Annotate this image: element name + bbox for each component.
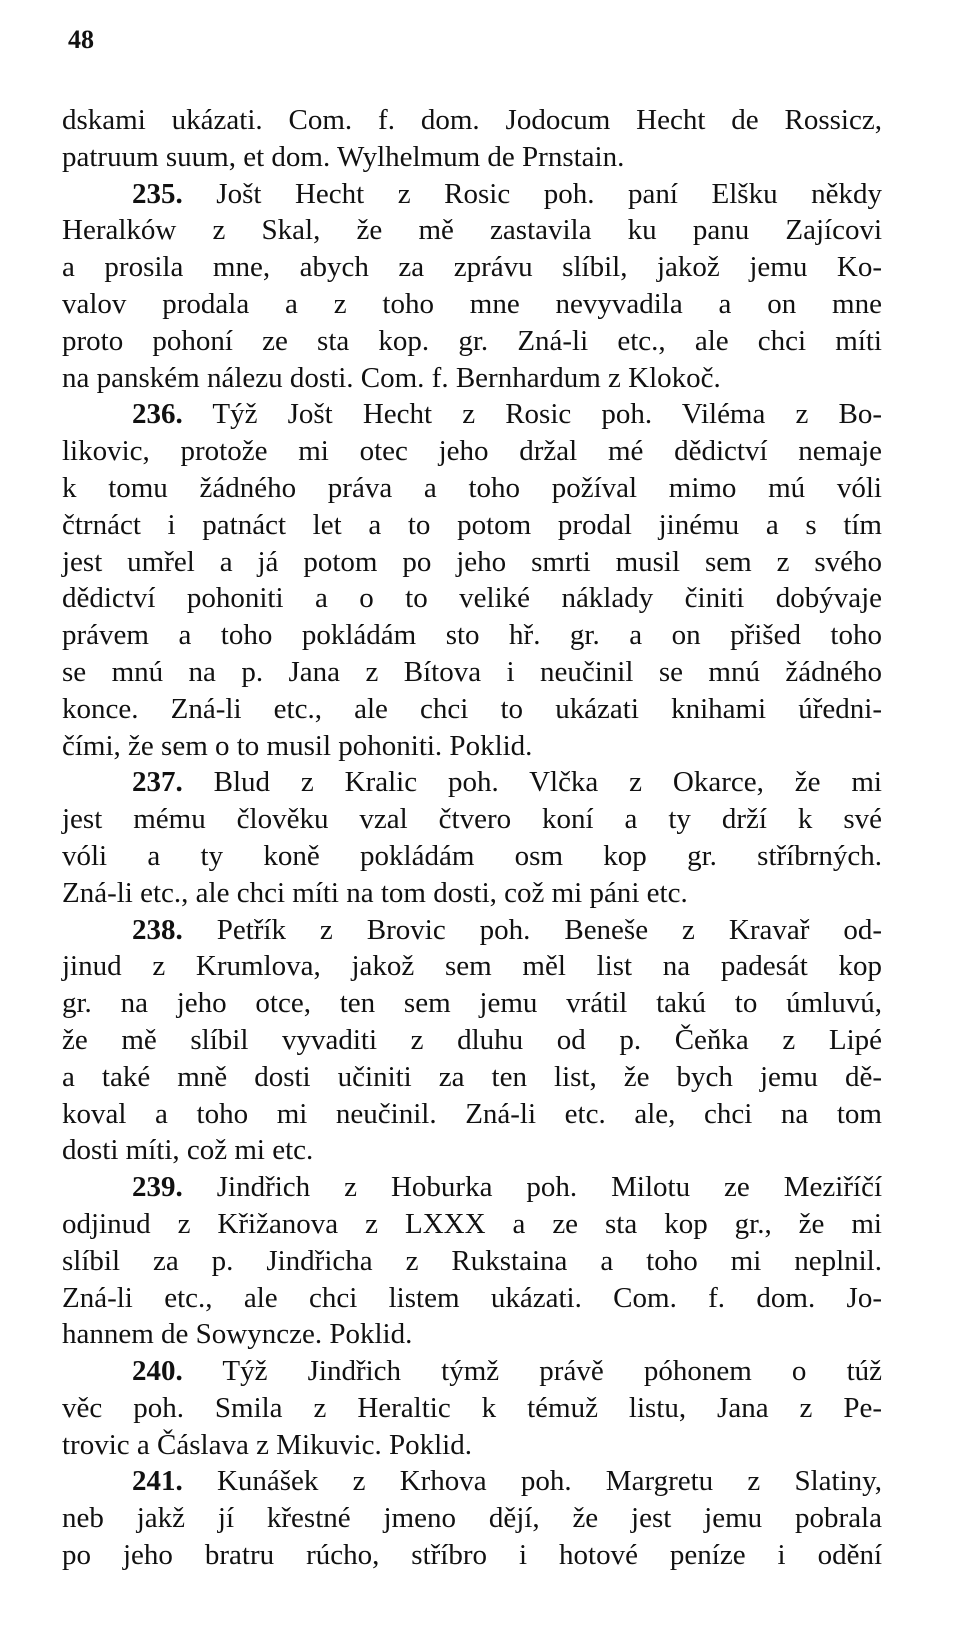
entry-number: 237. xyxy=(132,766,183,799)
body-text xyxy=(62,102,882,1574)
text-line xyxy=(62,1243,882,1280)
text-line xyxy=(62,1206,882,1243)
text-line xyxy=(62,139,882,176)
line-text: konce. Zná-li etc., ale chci to ukázati knihami úředni- xyxy=(62,692,882,725)
line-text: gr. na jeho otce, ten sem jemu vrátil takú to úmluvú, xyxy=(62,987,882,1020)
line-text: slíbil za p. Jindřicha z Rukstaina a toho mi neplnil. xyxy=(62,1244,882,1277)
entry-first-line xyxy=(62,1169,882,1206)
line-text: Petřík z Brovic poh. Beneše z Kravař od- xyxy=(182,913,882,946)
book-page xyxy=(62,22,882,1574)
entry-first-line xyxy=(62,764,882,801)
text-line xyxy=(62,985,882,1022)
text-line xyxy=(62,1390,882,1427)
line-text: jinud z Krumlova, jakož sem měl list na padesát kop xyxy=(62,950,882,983)
entry-number: 239. xyxy=(132,1171,183,1204)
line-text: dědictví pohoniti a o to veliké náklady činiti dobývaje xyxy=(62,582,882,615)
text-line xyxy=(62,544,882,581)
text-line xyxy=(62,654,882,691)
page-number: 48 xyxy=(68,25,94,54)
line-text: po jeho bratru rúcho, stříbro i hotové peníze i odění xyxy=(62,1539,882,1572)
line-text: jest mému člověku vzal čtvero koní a ty drží k své xyxy=(62,803,882,836)
entry-number: 235. xyxy=(132,177,183,210)
entry-number: 240. xyxy=(132,1355,183,1388)
text-line xyxy=(62,1537,882,1574)
entry-first-line xyxy=(62,1463,882,1500)
entry-first-line xyxy=(62,396,882,433)
line-text: se mnú na p. Jana z Bítova i neučinil se mnú žádného xyxy=(62,655,882,688)
line-text: jest umřel a já potom po jeho smrti musil sem z svého xyxy=(62,545,882,578)
text-line xyxy=(62,249,882,286)
entry-first-line xyxy=(62,176,882,213)
line-text: Heralków z Skal, že mě zastavila ku panu Zajícovi xyxy=(62,214,882,247)
entry-number: 238. xyxy=(132,913,183,946)
line-text: čtrnáct i patnáct let a to potom prodal jinému a s tím xyxy=(62,508,882,541)
line-text: dskami ukázati. Com. f. dom. Jodocum Hecht de Rossicz, xyxy=(62,104,882,136)
entry-first-line xyxy=(62,912,882,949)
text-line xyxy=(62,470,882,507)
line-text: Zná-li etc., ale chci listem ukázati. Com. f. dom. Jo- xyxy=(62,1281,882,1314)
line-text: neb jakž jí křestné jmeno dějí, že jest jemu pobrala xyxy=(62,1502,882,1535)
line-text: a také mně dosti učiniti za ten list, že bych jemu dě- xyxy=(62,1060,882,1093)
entry-first-line xyxy=(62,1353,882,1390)
line-text: dosti míti, což mi etc. xyxy=(62,1134,314,1167)
entry-number: 236. xyxy=(132,398,183,431)
line-text: Blud z Kralic poh. Vlčka z Okarce, že mi xyxy=(182,766,882,799)
text-line xyxy=(62,212,882,249)
line-text: odjinud z Křižanova z LXXX a ze sta kop gr., že mi xyxy=(62,1207,882,1240)
text-line xyxy=(62,617,882,654)
text-line xyxy=(62,838,882,875)
text-line xyxy=(62,1427,882,1464)
line-text: na panském nálezu dosti. Com. f. Bernhardum z Klokoč. xyxy=(62,361,721,394)
line-text: patruum suum, et dom. Wylhelmum de Prnstain. xyxy=(62,140,625,173)
line-text: hannem de Sowyncze. Poklid. xyxy=(62,1318,413,1351)
line-text: proto pohoní ze sta kop. gr. Zná-li etc., ale chci míti xyxy=(62,324,882,357)
line-text: valov prodala a z toho mne nevyvadila a on mne xyxy=(62,287,882,320)
text-line xyxy=(62,1280,882,1317)
line-text: a prosila mne, abych za zprávu slíbil, jakož jemu Ko- xyxy=(62,251,882,284)
line-text: že mě slíbil vyvaditi z dluhu od p. Čeňka z Lipé xyxy=(62,1023,882,1056)
text-line xyxy=(62,433,882,470)
text-line xyxy=(62,102,882,139)
text-line xyxy=(62,875,882,912)
entry-number: 241. xyxy=(132,1465,183,1498)
line-text: koval a toho mi neučinil. Zná-li etc. ale, chci na tom xyxy=(62,1097,882,1130)
text-line xyxy=(62,1059,882,1096)
line-text: Jindřich z Hoburka poh. Milotu ze Meziříčí xyxy=(182,1171,882,1204)
text-line xyxy=(62,286,882,323)
line-text: čími, že sem o to musil pohoniti. Poklid. xyxy=(62,729,533,762)
text-line xyxy=(62,1022,882,1059)
line-text: právem a toho pokládám sto hř. gr. a on přišed toho xyxy=(62,619,882,652)
text-line xyxy=(62,323,882,360)
text-line xyxy=(62,728,882,765)
text-line xyxy=(62,360,882,397)
text-line xyxy=(62,801,882,838)
line-text: trovic a Čáslava z Mikuvic. Poklid. xyxy=(62,1428,472,1461)
line-text: Týž Jošt Hecht z Rosic poh. Viléma z Bo- xyxy=(182,398,882,431)
text-line xyxy=(62,580,882,617)
text-line xyxy=(62,948,882,985)
line-text: Týž Jindřich týmž právě póhonem o túž xyxy=(182,1355,882,1388)
line-text: likovic, protože mi otec jeho držal mé dědictví nemaje xyxy=(62,435,882,468)
text-line xyxy=(62,1132,882,1169)
line-text: Zná-li etc., ale chci míti na tom dosti, což mi páni etc. xyxy=(62,876,688,909)
text-line xyxy=(62,1316,882,1353)
text-line xyxy=(62,507,882,544)
line-text: věc poh. Smila z Heraltic k témuž listu, Jana z Pe- xyxy=(62,1391,882,1424)
text-line xyxy=(62,1500,882,1537)
line-text: Jošt Hecht z Rosic poh. paní Elšku někdy xyxy=(182,177,882,210)
line-text: Kunášek z Krhova poh. Margretu z Slatiny, xyxy=(182,1465,882,1498)
text-line xyxy=(62,691,882,728)
text-line xyxy=(62,1096,882,1133)
line-text: k tomu žádného práva a toho požíval mimo mú vóli xyxy=(62,471,882,504)
line-text: vóli a ty koně pokládám osm kop gr. stříbrných. xyxy=(62,839,882,872)
